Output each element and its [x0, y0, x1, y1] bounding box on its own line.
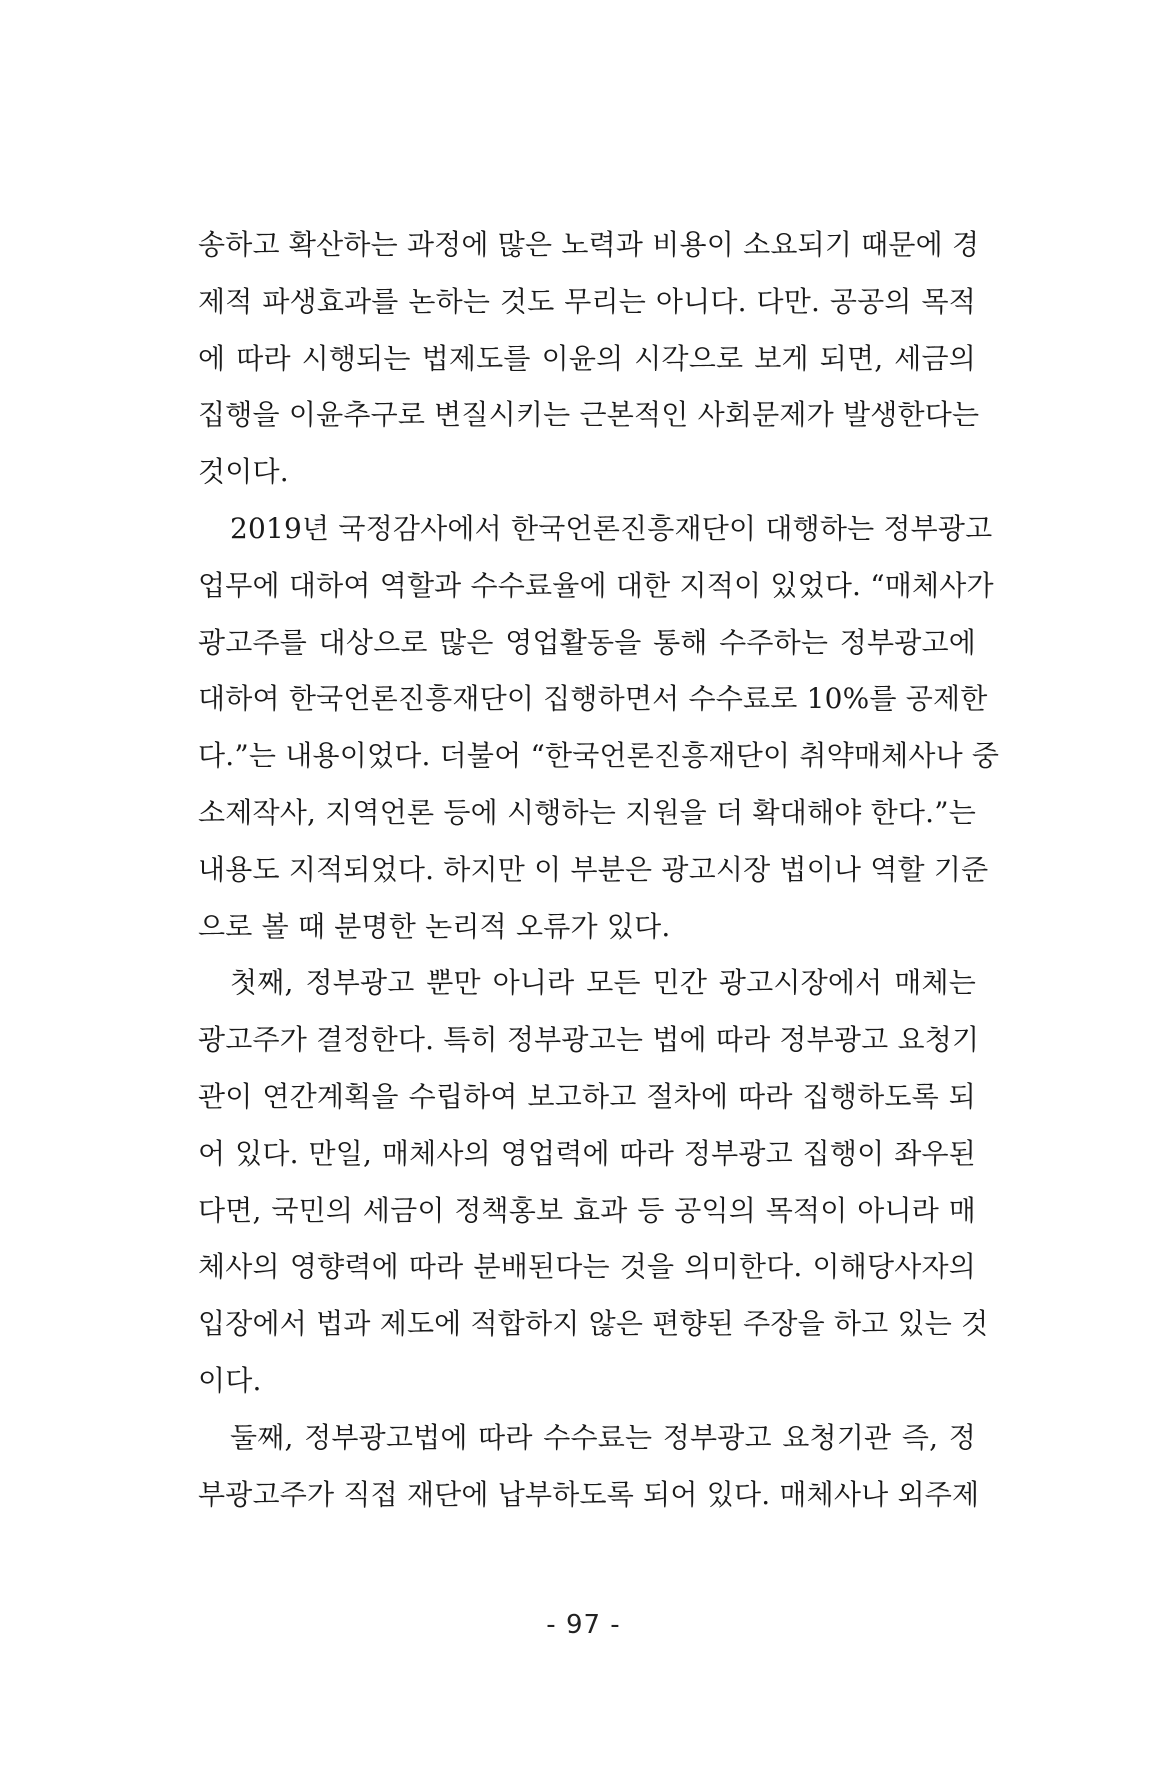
text-line: 어 있다. 만일, 매체사의 영업력에 따라 정부광고 집행이 좌우된 — [198, 1136, 976, 1170]
text-line: 둘째, 정부광고법에 따라 수수료는 정부광고 요청기관 즉, 정 — [230, 1420, 976, 1454]
text-line: 관이 연간계획을 수립하여 보고하고 절차에 따라 집행하도록 되 — [198, 1079, 976, 1113]
text-line: 광고주를 대상으로 많은 영업활동을 통해 수주하는 정부광고에 — [198, 625, 976, 659]
text-line: 에 따라 시행되는 법제도를 이윤의 시각으로 보게 되면, 세금의 — [198, 341, 976, 375]
text-line: 제적 파생효과를 논하는 것도 무리는 아니다. 다만. 공공의 목적 — [198, 284, 976, 318]
text-line: 송하고 확산하는 과정에 많은 노력과 비용이 소요되기 때문에 경 — [198, 228, 980, 261]
text-line: 소제작사, 지역언론 등에 시행하는 지원을 더 확대해야 한다.”는 — [198, 795, 976, 829]
text-line: 2019년 국정감사에서 한국언론진흥재단이 대행하는 정부광고 — [230, 511, 993, 545]
text-line: 이다. — [198, 1363, 262, 1397]
text-line: 업무에 대하여 역할과 수수료율에 대한 지적이 있었다. “매체사가 — [198, 568, 994, 602]
text-line: 다.”는 내용이었다. 더불어 “한국언론진흥재단이 취약매체사나 중 — [198, 739, 1000, 773]
text-line: 것이다. — [198, 455, 289, 489]
body-text — [198, 217, 1000, 1523]
text-line: 첫째, 정부광고 뿐만 아니라 모든 민간 광고시장에서 매체는 — [230, 966, 976, 1000]
page-number: - 97 - — [546, 1610, 621, 1640]
text-line: 부광고주가 직접 재단에 납부하도록 되어 있다. 매체사나 외주제 — [198, 1477, 980, 1511]
text-line: 집행을 이윤추구로 변질시키는 근본적인 사회문제가 발생한다는 — [198, 398, 980, 432]
text-line: 체사의 영향력에 따라 분배된다는 것을 의미한다. 이해당사자의 — [198, 1250, 976, 1284]
text-line: 으로 볼 때 분명한 논리적 오류가 있다. — [198, 909, 671, 943]
text-line: 입장에서 법과 제도에 적합하지 않은 편향된 주장을 하고 있는 것 — [198, 1307, 989, 1341]
text-line: 대하여 한국언론진흥재단이 집행하면서 수수료로 10%를 공제한 — [198, 682, 988, 716]
text-line: 내용도 지적되었다. 하지만 이 부분은 광고시장 법이나 역할 기준 — [198, 852, 989, 886]
text-line: 다면, 국민의 세금이 정책홍보 효과 등 공익의 목적이 아니라 매 — [198, 1193, 976, 1227]
text-line: 광고주가 결정한다. 특히 정부광고는 법에 따라 정부광고 요청기 — [198, 1023, 980, 1057]
